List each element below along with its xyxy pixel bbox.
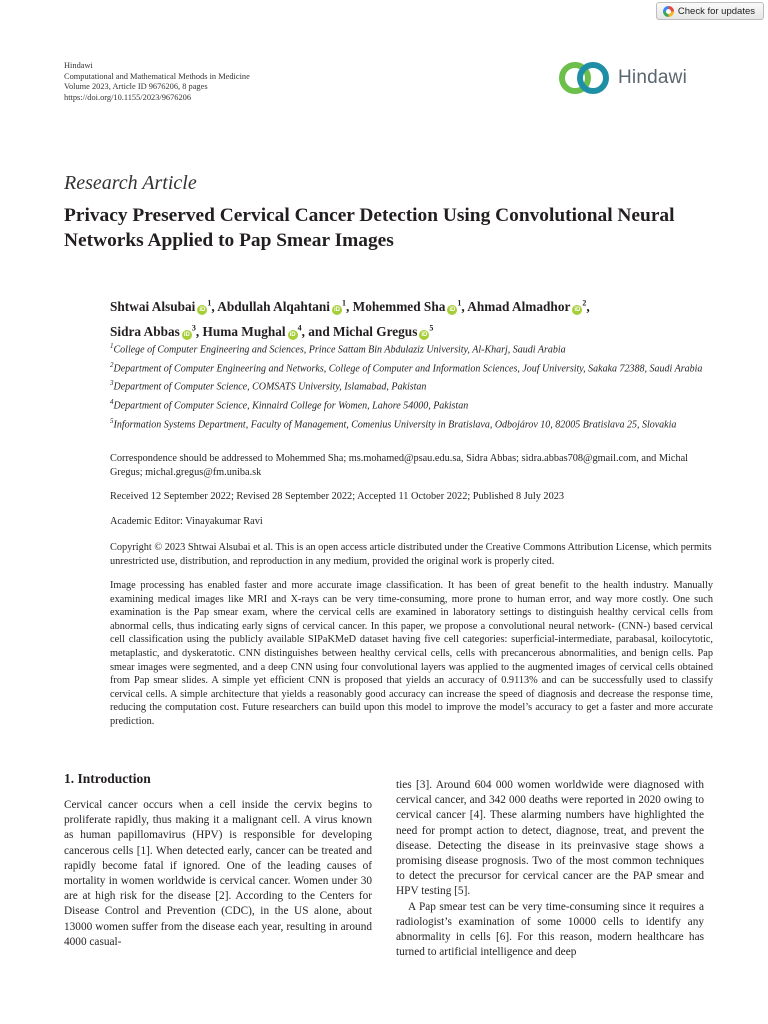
orcid-icon[interactable]: iD <box>183 331 190 338</box>
author-separator: , <box>461 299 468 315</box>
check-for-updates-button[interactable] <box>656 2 764 20</box>
orcid-icon[interactable]: iD <box>199 307 206 314</box>
hindawi-logo <box>556 60 687 96</box>
affiliation-text: Information Systems Department, Faculty of Management, Comenius University in Bratislava, Odbojárov 10, 82005 Bratislava 25, Slovakia <box>113 419 677 431</box>
section-heading: 1. Introduction <box>64 771 151 786</box>
author-affiliation-number: 1 <box>342 299 346 308</box>
author-name[interactable]: Sidra Abbas <box>110 323 180 339</box>
publication-dates: Received 12 September 2022; Revised 28 September 2022; Accepted 11 October 2022; Published 8 July 2023 <box>110 491 565 502</box>
author-separator: , <box>195 323 203 339</box>
author-affiliation-number: 1 <box>457 299 462 308</box>
hindawi-logo-icon <box>556 60 612 96</box>
intro-paragraph-2: A Pap smear test can be very time-consuming since it requires a radiologist’s examination of some 10000 cells to identify any abnormality in cells [6]. For this reason, modern healthcare has turned to artificial intelligence and deep <box>396 900 704 959</box>
intro-paragraph-1-continued: ties [3]. Around 604 000 women worldwide were diagnosed with cervical cancer, and 342 000 deaths were reported in 2020 owing to cervical cancer [4]. These alarming numbers have highlighted the need for prompt action to detect, diagnose, treat, and prevent the disease. Detecting the disease in its preinvasive stage shows a promising disease prognosis. Two of the most common techniques to detect the precursor for cervical cancer are the PAP smear and HPV testing [5]. <box>396 779 704 898</box>
author-affiliation-number: 2 <box>582 299 587 308</box>
abstract: Image processing has enabled faster and more accurate image classification. It has been of great benefit to the health industry. Manually examining medical images like MRI and X-rays can be very time-consuming, more prone to human error, and way more costly. One such examination is the Pap smear exam, where the cervical cells are examined in laboratory settings to distinguish healthy cervical cells from abnormal cells, thus indicating early signs of cervical cancer. In this paper, we propose a convolutional neural network- (CNN-) based cervical cell classification using the publicly available SIPaKMeD dataset having five cell categories: superficial-intermediate, parabasal, koilocytotic, metaplastic, and dyskeratotic. CNN distinguishes between healthy cervical cells, cells with precancerous abnormalities, and benign cells. Pap smear images were segmented, and a deep CNN using four convolutional layers was applied to the augmented images of cervical cells obtained from Pap smear slides. A simple yet efficient CNN is proposed that yields an accuracy of 0.9113% and can be successfully used to classify cervical cells. A simple architecture that yields a reasonably good accuracy can increase the speed of diagnosis and decrease the response time, reducing the computation cost. Future researchers can build upon this model to improve the model’s accuracy to get a faster and more accurate prediction. <box>110 580 713 727</box>
author <box>333 324 433 339</box>
affiliation-number: 3 <box>110 379 114 388</box>
article-title: Privacy Preserved Cervical Cancer Detection Using Convolutional Neural Networks Applied to Pap Smear Images <box>64 205 675 251</box>
column-left <box>64 770 372 950</box>
author-name[interactable]: Abdullah Alqahtani <box>217 299 330 315</box>
affiliation <box>110 376 720 395</box>
author <box>203 324 334 339</box>
affiliation-text: Department of Computer Science, Kinnaird College for Women, Lahore 54000, Pakistan <box>113 400 469 412</box>
author-name[interactable]: Ahmad Almadhor <box>467 299 571 315</box>
affiliation-number: 4 <box>110 398 114 407</box>
correspondence: Correspondence should be addressed to Mohemmed Sha; ms.mohamed@psau.edu.sa, Sidra Abbas; sidra.abbas708@gmail.com, and Michal Gregus; michal.gregus@fm.uniba.sk <box>110 453 689 478</box>
author-name[interactable]: Huma Mughal <box>202 323 286 339</box>
crossmark-icon <box>663 6 674 17</box>
affiliation-text: Department of Computer Science, COMSATS University, Islamabad, Pakistan <box>113 381 427 393</box>
author <box>353 299 468 314</box>
article-type: Research Article <box>64 172 197 194</box>
affiliation-number: 5 <box>110 416 114 425</box>
article-meta <box>64 61 250 103</box>
affiliation <box>110 339 720 358</box>
check-for-updates-label: Check for updates <box>677 5 755 17</box>
affiliation-number: 2 <box>110 360 114 369</box>
copyright-notice: Copyright © 2023 Shtwai Alsubai et al. This is an open access article distributed under the Creative Commons Attribution License, which permits unrestricted use, distribution, and reproduction in any medium, provided the original work is properly cited. <box>110 542 712 567</box>
author-separator: , <box>346 299 353 315</box>
journal-name: Computational and Mathematical Methods in Medicine <box>64 71 250 81</box>
orcid-icon[interactable]: iD <box>574 307 581 314</box>
affiliation <box>110 358 720 377</box>
author-list <box>110 293 710 342</box>
orcid-icon[interactable]: iD <box>421 331 428 338</box>
intro-paragraph-1: Cervical cancer occurs when a cell inside the cervix begins to proliferate rapidly, thus making it a malignant cell. A virus known as human papillomavirus (HPV) is responsible for developing cancerous cells [1]. When detected early, cancer can be treated and rapidly become fatal if ignored. One of the leading causes of mortality in women worldwide is cervical cancer. Women under 30 are at high risk for the disease [2]. According to the Centers for Disease Control and Prevention (CDC), in the US alone, about 13000 women suffer from the disease each year, resulting in around 4000 casual- <box>64 799 372 948</box>
author-name[interactable]: Mohemmed Sha <box>352 299 446 315</box>
column-right <box>396 778 704 960</box>
author-affiliation-number: 1 <box>207 299 212 308</box>
affiliation-list <box>110 339 720 433</box>
author-affiliation-number: 5 <box>429 323 434 333</box>
author <box>110 324 203 339</box>
volume-info: Volume 2023, Article ID 9676206, 8 pages <box>64 82 208 92</box>
affiliation-text: Department of Computer Engineering and Networks, College of Computer and Information Sciences, Jouf University, Sakaka 72388, Saudi Arabia <box>113 363 703 375</box>
publisher: Hindawi <box>64 61 93 70</box>
author <box>217 299 352 314</box>
author <box>110 299 217 314</box>
academic-editor: Academic Editor: Vinayakumar Ravi <box>110 516 263 527</box>
affiliation <box>110 395 720 414</box>
author <box>467 299 589 314</box>
orcid-icon[interactable]: iD <box>289 331 296 338</box>
affiliation-number: 1 <box>110 342 114 350</box>
author-name[interactable]: Michal Gregus <box>333 323 418 339</box>
author-separator: , <box>586 299 590 315</box>
orcid-icon[interactable]: iD <box>334 307 340 314</box>
author-separator: , <box>211 299 218 315</box>
affiliation-text: College of Computer Engineering and Sciences, Prince Sattam Bin Abdulaziz University, Al-Kharj, Saudi Arabia <box>113 344 566 356</box>
doi-link[interactable]: https://doi.org/10.1155/2023/9676206 <box>64 92 192 102</box>
affiliation <box>110 414 720 433</box>
author-name[interactable]: Shtwai Alsubai <box>110 299 196 315</box>
hindawi-logo-text: Hindawi <box>618 67 687 88</box>
author-affiliation-number: 3 <box>191 323 196 333</box>
author-affiliation-number: 4 <box>297 323 302 333</box>
author-separator: , and <box>301 323 334 339</box>
orcid-icon[interactable]: iD <box>449 307 456 314</box>
